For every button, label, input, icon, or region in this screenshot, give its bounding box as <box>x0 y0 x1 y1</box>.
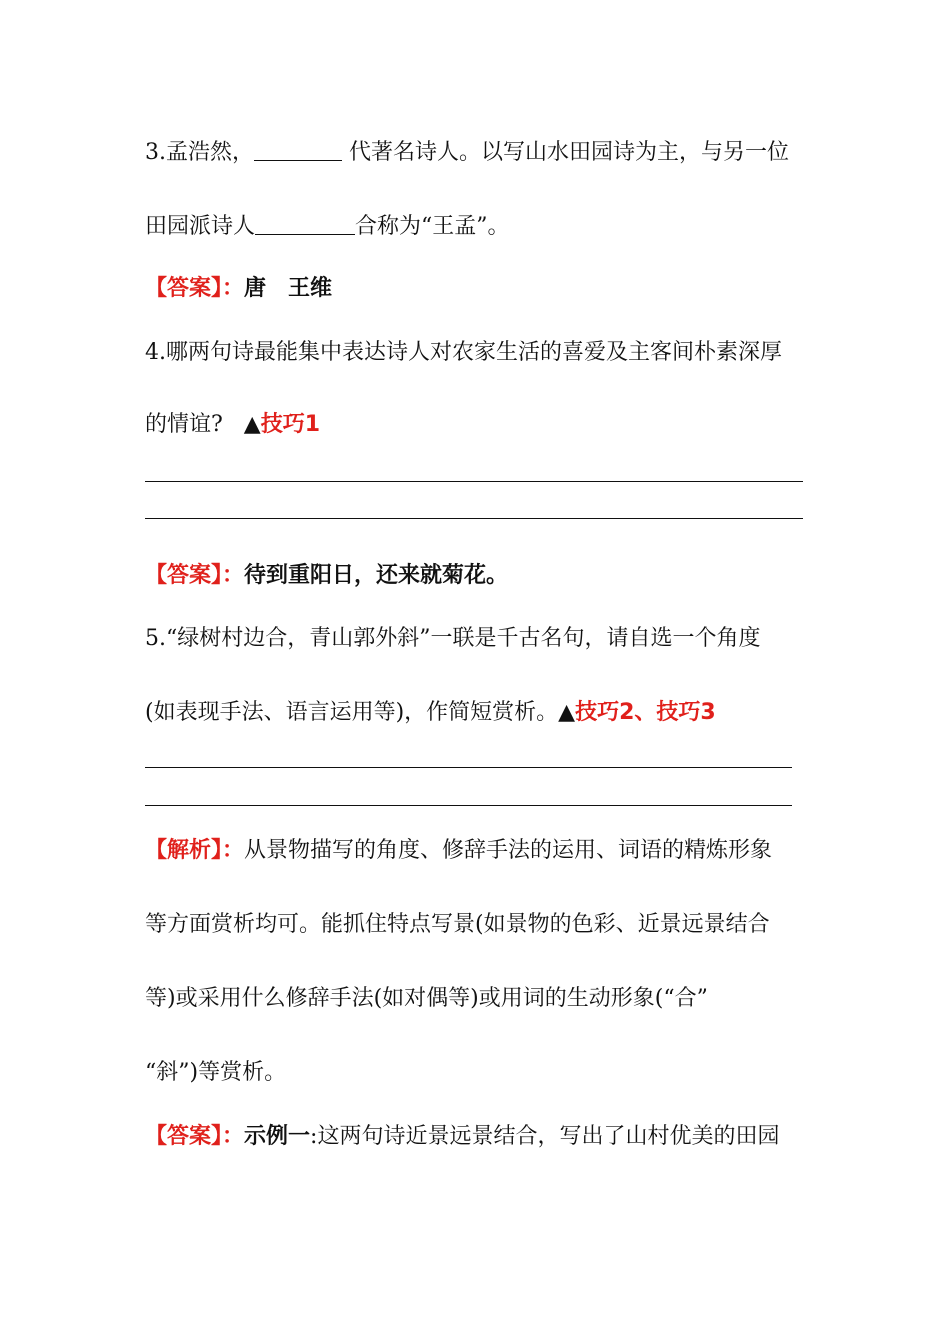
answer5-text: :这两句诗近景远景结合，写出了山村优美的田园 <box>310 1124 780 1149</box>
answer5-tag: 【答案】： <box>145 1124 245 1149</box>
answer4 <box>145 561 508 591</box>
answer5-label: 示例一 <box>244 1124 311 1149</box>
q3-text-c: 田园派诗人 <box>145 214 256 239</box>
triangle-icon: ▲ <box>243 412 261 437</box>
q3-text-d: 合称为“王孟”。 <box>355 214 510 239</box>
analysis5-text-1: 从景物描写的角度、修辞手法的运用、词语的精炼形象 <box>244 838 773 863</box>
analysis5-line-2: 等方面赏析均可。能抓住特点写景(如景物的色彩、近景远景结合 <box>145 912 770 937</box>
q3-blank-poet <box>255 212 355 235</box>
q3-line-1 <box>145 138 789 168</box>
answer5 <box>145 1122 779 1152</box>
q3-text-b: 代著名诗人。以写山水田园诗为主，与另一位 <box>342 140 789 165</box>
answer4-tag: 【答案】： <box>145 563 245 588</box>
answer3 <box>145 274 332 304</box>
analysis5-tag: 【解析】： <box>145 838 245 863</box>
q4-line-1: 4.哪两句诗最能集中表达诗人对农家生活的喜爱及主客间朴素深厚 <box>145 340 782 365</box>
q5-answer-line-2 <box>145 805 792 806</box>
answer3-tag: 【答案】： <box>145 276 245 301</box>
q3-blank-dynasty <box>254 138 342 161</box>
q4-line-2 <box>145 410 320 440</box>
q3-line-2 <box>145 212 510 242</box>
answer4-text: 待到重阳日，还来就菊花。 <box>244 563 509 588</box>
q4-tip: 技巧1 <box>260 412 321 437</box>
analysis5-line-4: “斜”)等赏析。 <box>145 1060 287 1085</box>
q4-answer-line-1 <box>145 481 803 482</box>
q4-text: 的情谊? <box>145 412 223 437</box>
answer3-text: 唐 王维 <box>244 276 333 301</box>
analysis5-line-3: 等)或采用什么修辞手法(如对偶等)或用词的生动形象(“合” <box>145 986 708 1011</box>
q4-answer-line-2 <box>145 518 803 519</box>
q3-text-a: 3.孟浩然， <box>145 140 254 165</box>
q5-line-1: 5.“绿树村边合，青山郭外斜”一联是千古名句，请自选一个角度 <box>145 626 761 651</box>
q5-answer-line-1 <box>145 767 792 768</box>
analysis5-line-1 <box>145 836 772 866</box>
q5-text: (如表现手法、语言运用等)，作简短赏析。 <box>145 700 559 725</box>
q5-line-2 <box>145 698 716 728</box>
triangle-icon: ▲ <box>558 700 576 725</box>
q5-tip: 技巧2、技巧3 <box>575 700 716 725</box>
